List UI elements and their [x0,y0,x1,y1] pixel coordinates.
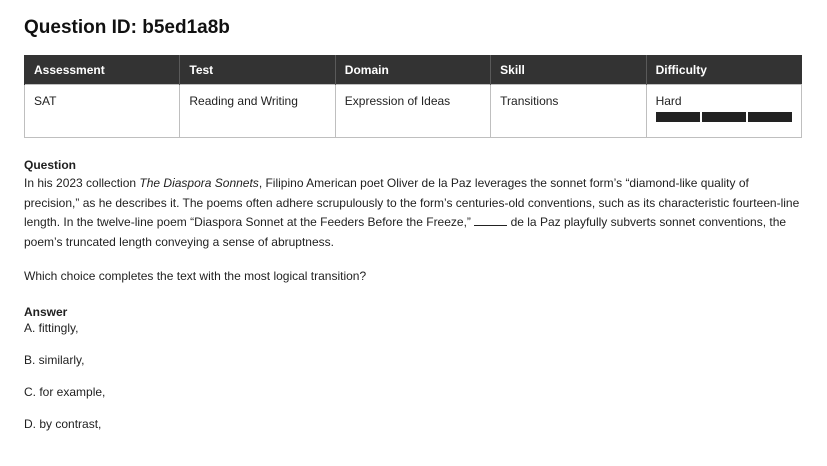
choice-a[interactable]: A. fittingly, [24,321,79,335]
question-meta-table [24,55,802,138]
header-skill: Skill [491,55,646,85]
page-title: Question ID: b5ed1a8b [24,17,230,38]
answer-choices [24,320,803,432]
header-assessment: Assessment [25,55,180,85]
answer-blank [474,215,507,226]
choice-d[interactable]: D. by contrast, [24,417,102,431]
difficulty-bar-1 [656,112,700,122]
passage-text-2: , Filipino American poet Oliver de la Paz leverages the sonnet form’s “diamond-like quality of precision,” as he describes it. The poems often adhere scrupulously to the form’s centuries-old conventions, such as its characteristic fourteen-line length. In the twelve-line poem “Diaspora Sonnet at the Feeders Before the Freeze,” [24,176,800,229]
cell-domain: Expression of Ideas [335,85,490,138]
cell-skill: Transitions [491,85,646,138]
difficulty-bar-2 [702,112,746,122]
cell-test: Reading and Writing [180,85,335,138]
cell-difficulty [646,85,801,138]
header-difficulty: Difficulty [646,55,801,85]
answer-heading: Answer [24,305,68,319]
header-test: Test [180,55,335,85]
question-prompt: Which choice completes the text with the most logical transition? [24,269,367,283]
choice-b[interactable]: B. similarly, [24,353,85,367]
choice-c[interactable]: C. for example, [24,385,106,399]
difficulty-bar-3 [748,112,792,122]
header-domain: Domain [335,55,490,85]
difficulty-meter [656,112,792,122]
table-row [25,85,802,138]
passage-text-3: de la Paz playfully subverts sonnet conventions, the poem’s truncated length conveying a sense of abruptness. [24,215,787,249]
passage-book-title: The Diaspora Sonnets [139,176,259,190]
question-passage [24,174,802,252]
question-heading: Question [24,158,77,172]
table-header-row [25,55,802,85]
passage-text-1: In his 2023 collection [24,176,140,190]
difficulty-label: Hard [655,94,682,108]
cell-assessment: SAT [25,85,180,138]
